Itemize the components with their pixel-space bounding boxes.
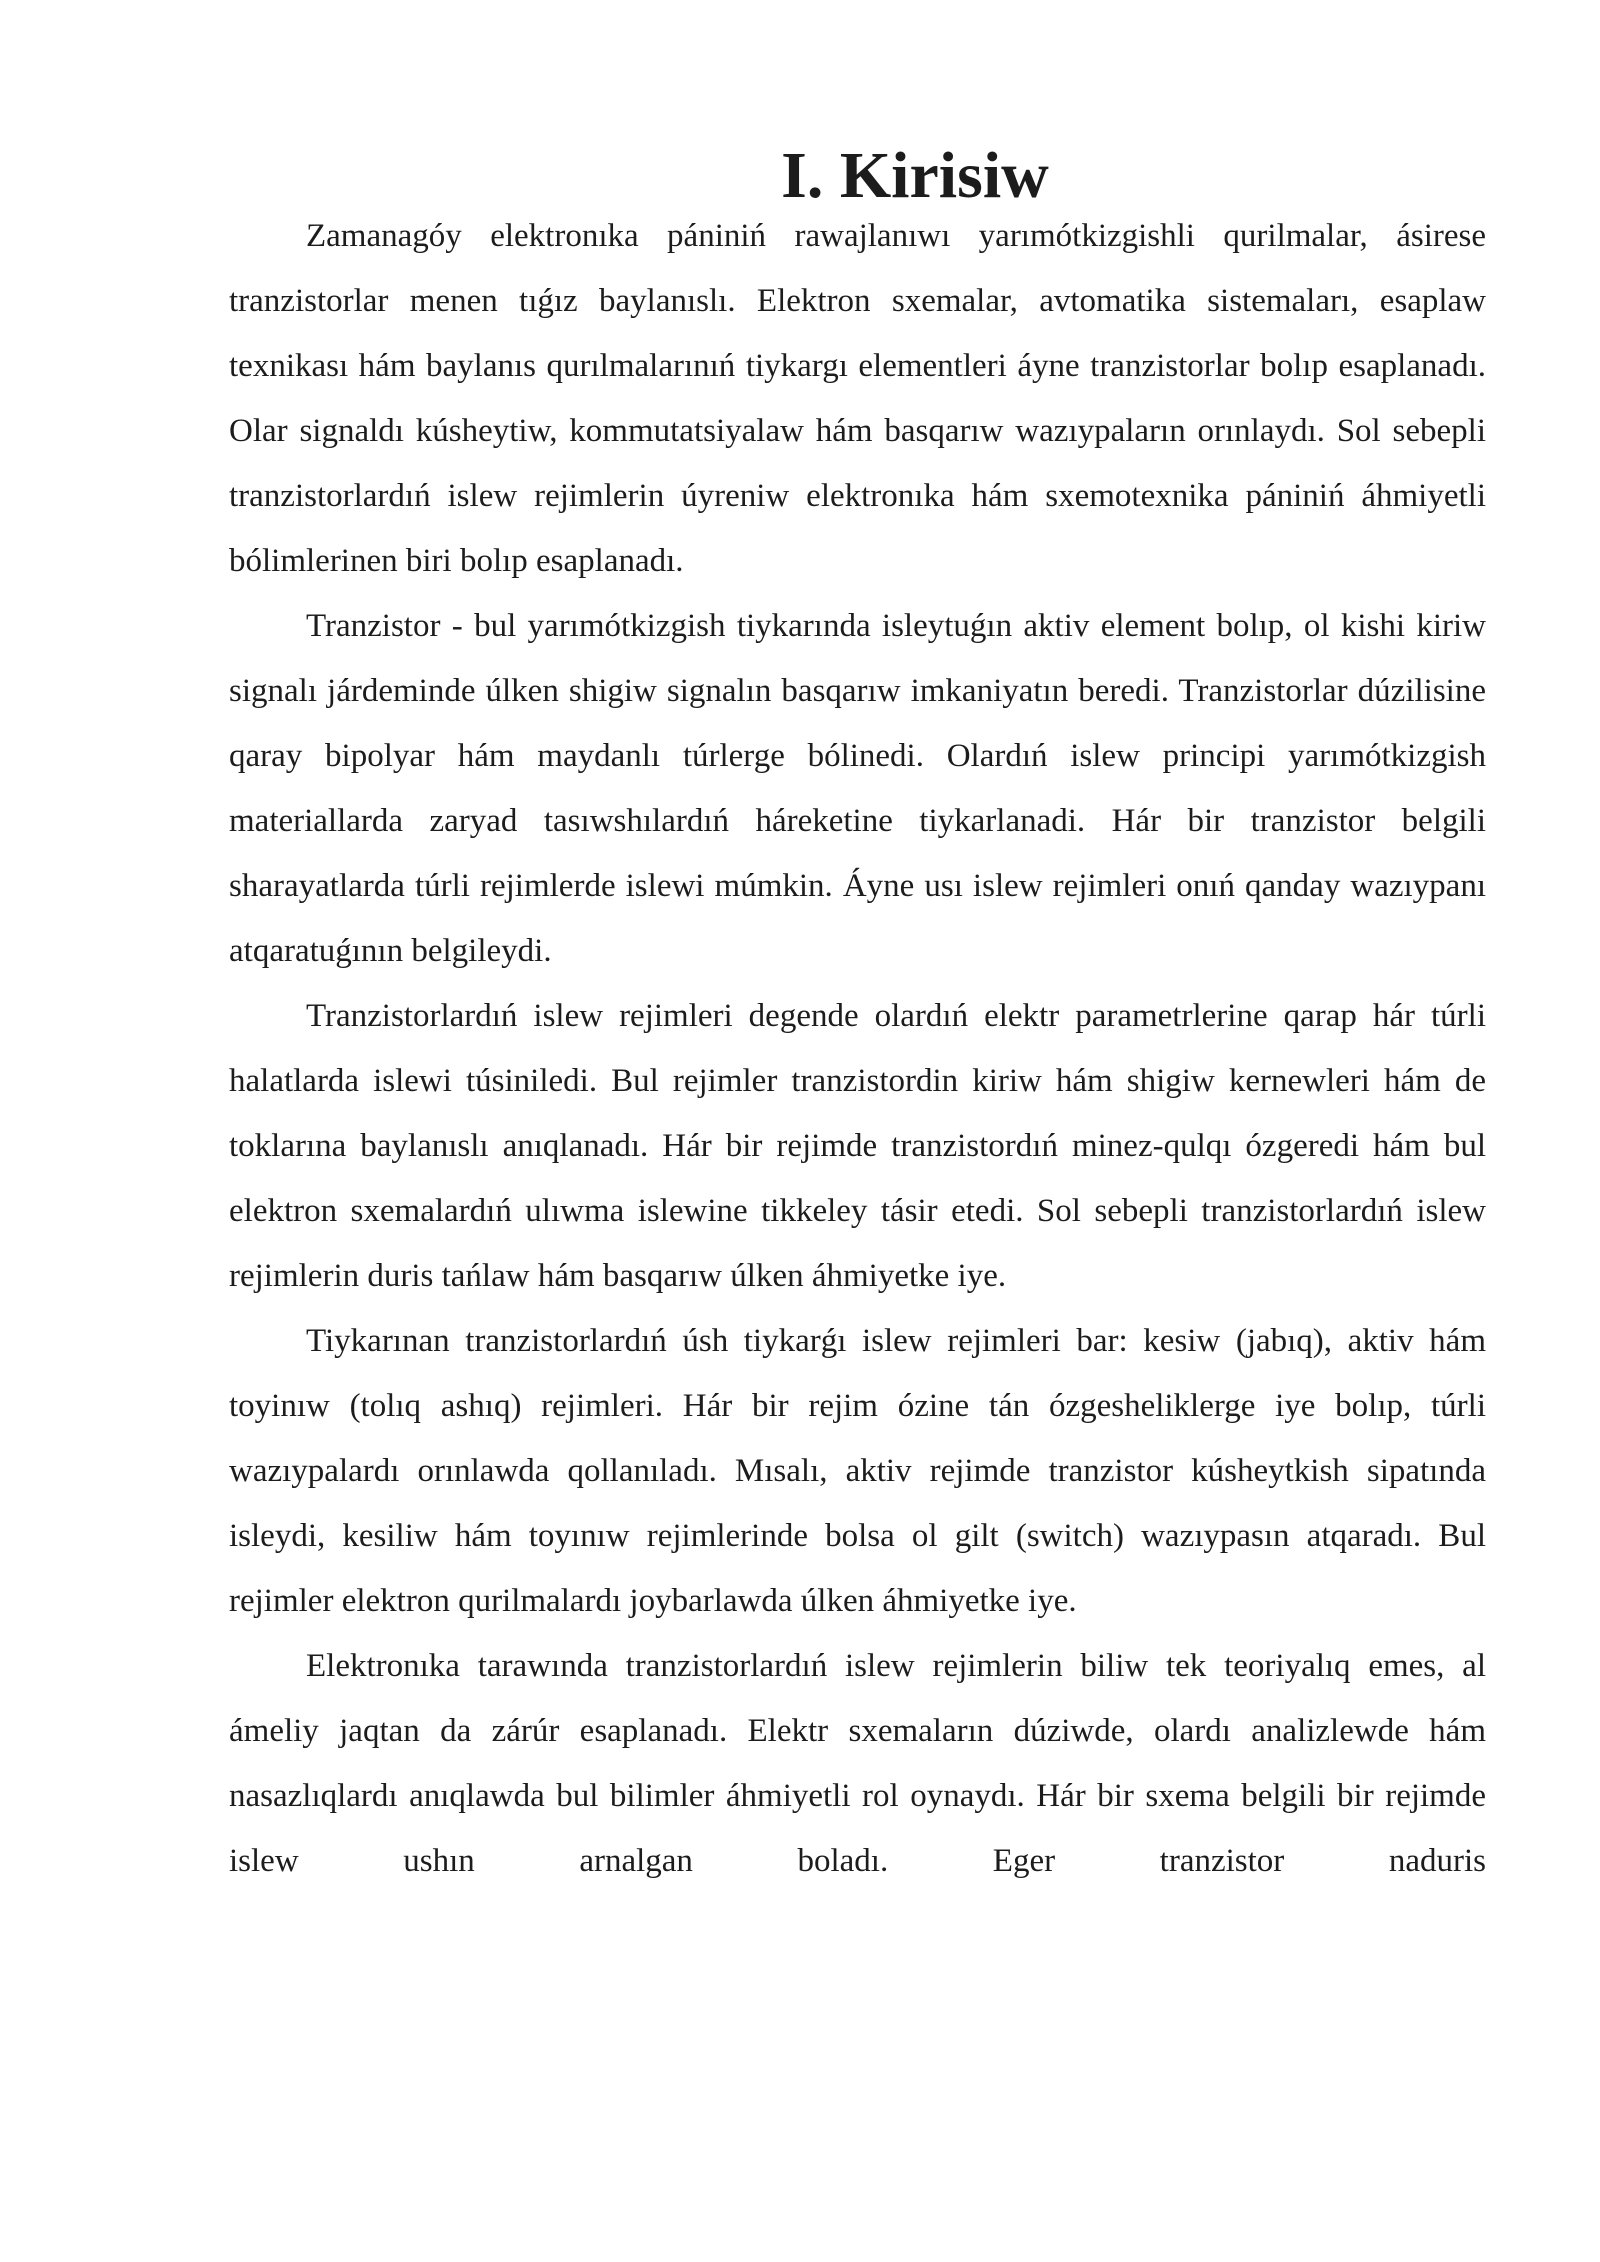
paragraph-4: Tiykarınan tranzistorlardıń úsh tiykarǵı islew rejimleri bar: kesiw (jabıq), aktiv hám toyinıw (tolıq ashıq) rejimleri. Hár bir rejim ózine tán ózgesheliklerge iye bolıp, túrli wazıypalardı orınlawda qollanıladı. Mısalı, aktiv rejimde tranzistor kúsheytkish sipatında isleydi, kesiliw hám toyınıw rejimlerinde bolsa ol gilt (switch) wazıypasın atqaradı. Bul rejimler elektron qurilmalardı joybarlawda úlken áhmiyetke iye. xyxy=(229,1323,1486,1619)
paragraph-5: Elektronıka tarawında tranzistorlardıń islew rejimlerin biliw tek teoriyalıq emes, al ámeliy jaqtan da zárúr esaplanadı. Elektr sxemaların dúziwde, olardı analizlewde hám nasazlıqlardı anıqlawda bul bilimler áhmiyetli rol oynaydı. Hár bir sxema belgili bir rejimde islew ushın arnalgan boladı. Eger tranzistor naduris xyxy=(229,1648,1486,1879)
paragraph-1: Zamanagóy elektronıka pániniń rawajlanıwı yarımótkizgishli qurilmalar, ásirese tranzistorlar menen tıǵız baylanıslı. Elektron sxemalar, avtomatika sistemaları, esaplaw texnikası hám baylanıs qurılmalarınıń tiykargı elementleri áyne tranzistorlar bolıp esaplanadı. Olar signaldı kúsheytiw, kommutatsiyalaw hám basqarıw wazıypaların orınlaydı. Sol sebepli tranzistorlardıń islew rejimlerin úyreniw elektronıka hám sxemotexnika pániniń áhmiyetli bólimlerinen biri bolıp esaplanadı. xyxy=(229,218,1486,579)
paragraph-3: Tranzistorlardıń islew rejimleri degende olardıń elektr parametrlerine qarap hár túrli halatlarda islewi túsiniledi. Bul rejimler tranzistordin kiriw hám shigiw kernewleri hám de toklarına baylanıslı anıqlanadı. Hár bir rejimde tranzistordıń minez-qulqı ózgeredi hám bul elektron sxemalardıń ulıwma islewine tikkeley tásir etedi. Sol sebepli tranzistorlardıń islew rejimlerin duris tańlaw hám basqarıw úlken áhmiyetke iye. xyxy=(229,998,1486,1294)
paragraph-2: Tranzistor - bul yarımótkizgish tiykarında isleytuǵın aktiv element bolıp, ol kishi kiriw signalı járdeminde úlken shigiw signalın basqarıw imkaniyatın beredi. Tranzistorlar dúzilisine qaray bipolyar hám maydanlı túrlerge bólinedi. Olardıń islew principi yarımótkizgish materiallarda zaryad tasıwshılardıń háreketine tiykarlanadi. Hár bir tranzistor belgili sharayatlarda túrli rejimlerde islewi múmkin. Áyne usı islew rejimleri onıń qanday wazıypanı atqaratuǵının belgileydi. xyxy=(229,608,1486,969)
section-title: I. Kirisiw xyxy=(781,139,1049,212)
document-body xyxy=(229,139,1486,1894)
